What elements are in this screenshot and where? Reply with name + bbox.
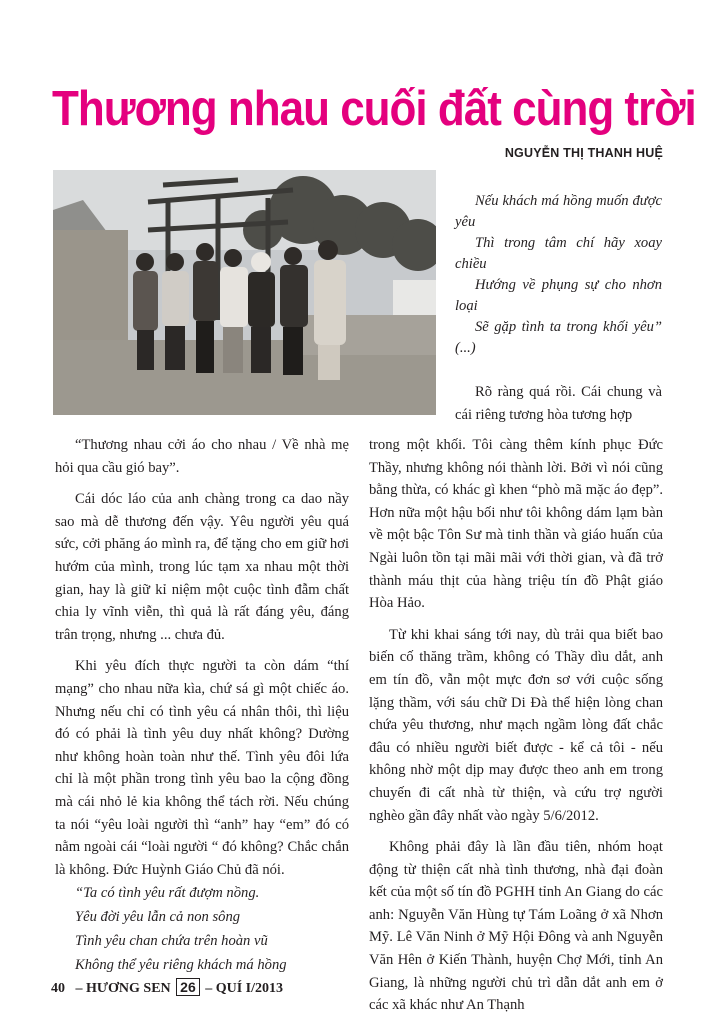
page-footer (51, 978, 283, 998)
poem-followup (455, 381, 662, 426)
article-title: Thương nhau cuối đất cùng trời (52, 81, 696, 136)
verse-line: “Ta có tình yêu rất đượm nồng. (75, 885, 260, 902)
paragraph: Rõ ràng quá rồi. Cái chung và cái riêng tương hòa tương hợp (455, 384, 662, 423)
poem-line: Nếu khách má hồng muốn được yêu (455, 193, 662, 230)
paragraph: Từ khi khai sáng tới nay, dù trải qua biết bao biến cố thăng trầm, không có Thầy dìu dắt, anh em tín đồ, vẫn một mực đơn sơ với cuộc sống lặng thầm, với sáu chữ Di Đà thể hiện lòng chan chứa yêu thương, như mạch ngầm lòng đất chắc đâu có nhiều người biết được - kể cả tôi - nếu không nhờ một dịp may được theo anh em trong chuyến đi cất nhà từ thiện, và cứu trợ người nghèo gần đây nhất vào ngày 5/6/2012. (369, 626, 663, 824)
poem-line: Sẽ gặp tình ta trong khối yêu” (...) (455, 319, 662, 356)
poem-quote (455, 191, 662, 359)
poem-line: Thì trong tâm chí hãy xoay chiều (455, 235, 662, 272)
paragraph: trong một khối. Tôi càng thêm kính phục Đức Thầy, nhưng không nói thành lời. Bởi vì nói cũng bằng thừa, có khác gì khen “phò mã mặc áo đẹp”. Hơn nữa một hậu bối như tôi không dám lạm bàn về một bậc Tôn Sư mà tinh thần và giáo huấn của Ngài luôn tồn tại mãi mãi với thời gian, và đã trở thành máu thịt của hàng triệu tín đồ Phật giáo Hòa Hảo. (369, 437, 663, 612)
page-number: 40 (51, 981, 65, 996)
article-author: NGUYỄN THỊ THANH HUỆ (504, 146, 663, 160)
paragraph: Khi yêu đích thực người ta còn dám “thí mạng” cho nhau nữa kìa, chứ sá gì một chiếc áo. Nhưng nếu chỉ có tình yêu cá nhân thôi, thì liệu đó có phải là tình yêu duy nhất không? Dường như không hoàn toàn như thế. Tình yêu đôi lứa chỉ là một phần trong tình yêu bao la cộng đồng mà cái nhỏ lẻ kia không thể tách rời. Nếu chúng ta nói “yêu loài người thì “anh” hay “em” đó có nằm ngoài cái “loài người “ đó không? Chắc chắn là không. Đức Huỳnh Giáo Chủ đã nói. (55, 658, 349, 878)
issue-number: 26 (176, 978, 200, 996)
verse-line: Tình yêu chan chứa trên hoàn vũ (75, 933, 268, 950)
verse-line: Yêu đời yêu lẫn cả non sông (75, 909, 241, 926)
issue-period: – QUÍ I/2013 (205, 981, 284, 996)
paragraph: “Thương nhau cởi áo cho nhau / Về nhà mẹ hỏi qua cầu gió bay”. (55, 437, 349, 476)
verse-line: Không thể yêu riêng khách má hồng (75, 957, 287, 974)
paragraph: Không phải đây là lần đầu tiên, nhóm hoạt động từ thiện cất nhà tình thương, nhà đại đoàn kết của một số tín đồ PGHH tỉnh An Giang do các anh: Nguyễn Văn Hùng tự Tám Loãng ở xã Nhơn Mỹ. Lê Văn Ninh ở Mỹ Hội Đông và anh Nguyễn Văn Hên ở Kiến Thành, huyện Chợ Mới, tỉnh An Giang, là những người chủ trì dẫn dắt anh em ở các xã khác như An Thạnh (369, 839, 663, 1014)
poem-line: Hướng về phụng sự cho nhơn loại (455, 277, 662, 314)
left-column (55, 434, 349, 977)
magazine-name: – HƯƠNG SEN (75, 981, 171, 996)
right-column (369, 434, 663, 1017)
paragraph: Cái dóc láo của anh chàng trong ca dao nầy sao mà dễ thương đến vậy. Yêu người yêu quá sức, cởi phăng áo mình ra, để tặng cho em giữ hơi hướm của mình, trong lúc tạm xa nhau một thời gian, hay là giữ kỉ niệm một cuộc tình đẫm chất chia ly vĩnh viễn, thì quả là rất đáng yêu, đáng trân trọng, nhưng ... chưa đủ. (55, 491, 349, 643)
group-photo (53, 170, 436, 415)
